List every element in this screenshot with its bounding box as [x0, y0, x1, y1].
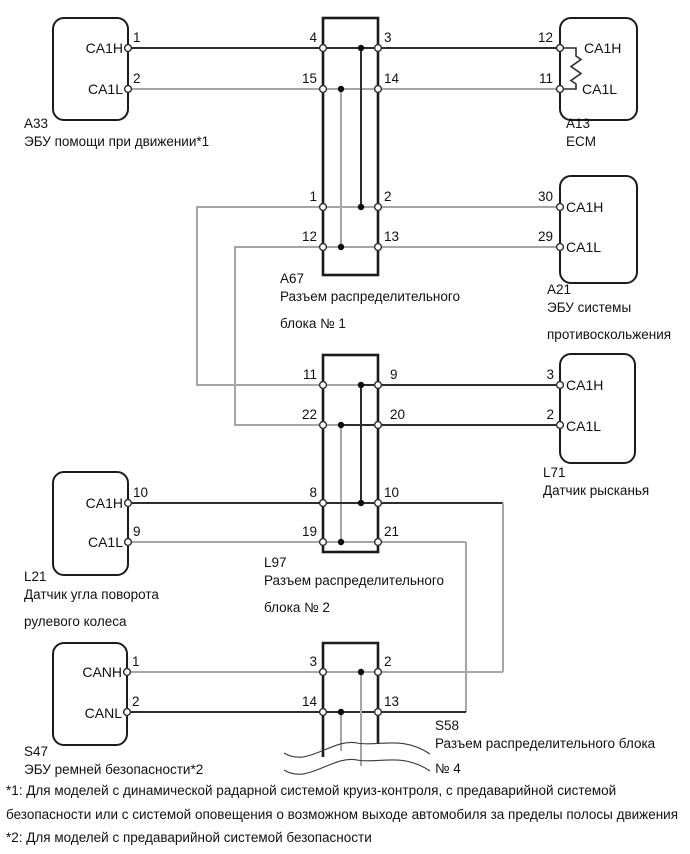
a67-pin2: 2	[384, 189, 392, 204]
a13-port-ca1h: CA1H	[584, 40, 622, 56]
a33-pin1-number: 1	[133, 30, 141, 45]
junction-dot	[358, 382, 364, 388]
l21-id-label: L21	[24, 569, 47, 584]
l97-id-label: L97	[264, 555, 287, 570]
junction-dot	[338, 244, 344, 250]
l97-pin10: 10	[384, 485, 400, 500]
s47-port-canl: CANL	[84, 705, 122, 721]
l97-pin22: 22	[301, 407, 317, 422]
component-box-a33	[53, 18, 128, 120]
l21-pin9-number: 9	[133, 524, 141, 539]
l97-pin8: 8	[309, 485, 317, 500]
a67-desc-line2: блока № 1	[280, 316, 346, 331]
l21-desc-line1: Датчик угла поворота	[24, 587, 159, 602]
junction-dot	[338, 86, 344, 92]
pin-terminal	[125, 86, 132, 93]
a67-id-label: A67	[280, 271, 305, 286]
component-box-l21	[53, 472, 128, 575]
component-box-s47	[53, 643, 127, 745]
l97-pin19: 19	[301, 524, 317, 539]
a33-desc-label: ЭБУ помощи при движении*1	[24, 134, 210, 149]
junction-dot	[358, 204, 364, 210]
footnote-1-line2: безопасности или с системой оповещения о возможном выходе автомобиля за пределы полосы движения	[6, 807, 679, 822]
a67-pin4: 4	[309, 30, 317, 45]
component-box-a21	[560, 176, 637, 283]
s47-pin1-number: 1	[132, 654, 140, 669]
l71-desc-label: Датчик рысканья	[543, 483, 650, 498]
a33-port-ca1h: CA1H	[85, 40, 123, 56]
s47-id-label: S47	[24, 744, 49, 759]
s47-port-canh: CANH	[82, 664, 122, 680]
s58-pin14: 14	[301, 694, 317, 709]
a13-id-label: A13	[566, 116, 591, 131]
a67-pin1: 1	[309, 189, 317, 204]
a13-pin12-number: 12	[537, 30, 553, 45]
pin-terminal	[320, 539, 327, 546]
s47-desc-label: ЭБУ ремней безопасности*2	[24, 762, 204, 777]
l97-pin9: 9	[390, 367, 398, 382]
component-box-l71	[560, 354, 635, 463]
junction-dot	[358, 669, 364, 675]
s58-id-label: S58	[435, 718, 460, 733]
l97-pin20: 20	[390, 407, 406, 422]
a67-pin13: 13	[384, 229, 400, 244]
pin-terminal	[375, 382, 382, 389]
a13-desc-label: ECM	[566, 134, 596, 149]
pin-terminal	[320, 45, 327, 52]
pin-terminal	[320, 500, 327, 507]
junction-dot	[338, 709, 344, 715]
pin-terminal	[320, 709, 327, 716]
l21-port-ca1h: CA1H	[85, 495, 123, 511]
s58-desc-line1: Разъем распределительного блока	[435, 736, 656, 751]
break-wave-top	[284, 742, 430, 757]
footnote-1-line1: *1: Для моделей с динамической радарной системой круиз-контроля, с предаварийной системой	[6, 783, 617, 798]
pin-terminal	[375, 204, 382, 211]
s58-pin2: 2	[384, 654, 392, 669]
pin-terminal	[125, 500, 132, 507]
pin-terminal	[375, 500, 382, 507]
l21-port-ca1l: CA1L	[87, 534, 123, 550]
break-wave-bottom	[284, 759, 430, 774]
a21-desc-line1: ЭБУ системы	[547, 300, 632, 315]
a67-pin12: 12	[301, 229, 317, 244]
pin-terminal	[320, 86, 327, 93]
pin-terminal	[375, 45, 382, 52]
pin-terminal	[557, 204, 564, 211]
a21-pin30-number: 30	[537, 189, 553, 204]
pin-terminal	[375, 244, 382, 251]
a33-pin2-number: 2	[133, 71, 141, 86]
a33-id-label: A33	[24, 116, 49, 131]
l97-pin21: 21	[384, 524, 400, 539]
pin-terminal	[557, 382, 564, 389]
a13-port-ca1l: CA1L	[582, 81, 618, 97]
pin-terminal	[320, 669, 327, 676]
junction-block-a67	[323, 18, 378, 275]
component-box-a13	[560, 18, 637, 120]
pin-terminal	[557, 45, 564, 52]
pin-terminal	[124, 669, 131, 676]
a21-desc-line2: противоскольжения	[547, 327, 672, 342]
pin-terminal	[557, 86, 564, 93]
l97-desc-line1: Разъем распределительного	[264, 573, 445, 588]
a67-desc-line1: Разъем распределительного	[280, 289, 461, 304]
s58-pin13: 13	[384, 694, 400, 709]
junction-dot	[358, 45, 364, 51]
pin-terminal	[557, 244, 564, 251]
junction-block-s58	[323, 643, 378, 757]
a33-port-ca1l: CA1L	[87, 81, 123, 97]
junction-dot	[358, 500, 364, 506]
pin-terminal	[320, 244, 327, 251]
l71-port-ca1l: CA1L	[566, 418, 602, 434]
junction-dot	[338, 539, 344, 545]
pin-terminal	[375, 669, 382, 676]
s58-pin3: 3	[309, 654, 317, 669]
a21-port-ca1l: CA1L	[566, 239, 602, 255]
wires	[127, 48, 560, 766]
junction-dot	[338, 422, 344, 428]
pin-terminal	[320, 204, 327, 211]
a13-pin11-number: 11	[538, 71, 553, 86]
pin-terminal	[124, 709, 131, 716]
a67-pin15: 15	[301, 71, 317, 86]
l71-id-label: L71	[543, 465, 566, 480]
wire-a67-12-to-l97-22	[235, 247, 323, 425]
pin-terminal	[125, 539, 132, 546]
s58-desc-line2: № 4	[435, 761, 461, 776]
pin-terminal	[320, 382, 327, 389]
l71-port-ca1h: CA1H	[566, 377, 604, 393]
l97-desc-line2: блока № 2	[264, 600, 330, 615]
l71-pin2-number: 2	[546, 407, 554, 422]
pin-terminal	[375, 539, 382, 546]
l97-pin11: 11	[302, 367, 317, 382]
a67-pin14: 14	[384, 71, 400, 86]
pin-terminal	[125, 45, 132, 52]
footnote-2: *2: Для моделей с предаварийной системой безопасности	[6, 830, 372, 845]
l21-desc-line2: рулевого колеса	[24, 614, 127, 629]
l21-pin10-number: 10	[133, 485, 149, 500]
a67-pin3: 3	[384, 30, 392, 45]
pin-terminal	[375, 709, 382, 716]
a21-pin29-number: 29	[537, 229, 553, 244]
a21-port-ca1h: CA1H	[566, 199, 604, 215]
pin-terminal	[320, 422, 327, 429]
s47-pin2-number: 2	[132, 694, 140, 709]
l71-pin3-number: 3	[546, 367, 554, 382]
pin-terminal	[375, 86, 382, 93]
pin-terminal	[557, 422, 564, 429]
a21-id-label: A21	[547, 282, 572, 297]
pin-terminal	[375, 422, 382, 429]
